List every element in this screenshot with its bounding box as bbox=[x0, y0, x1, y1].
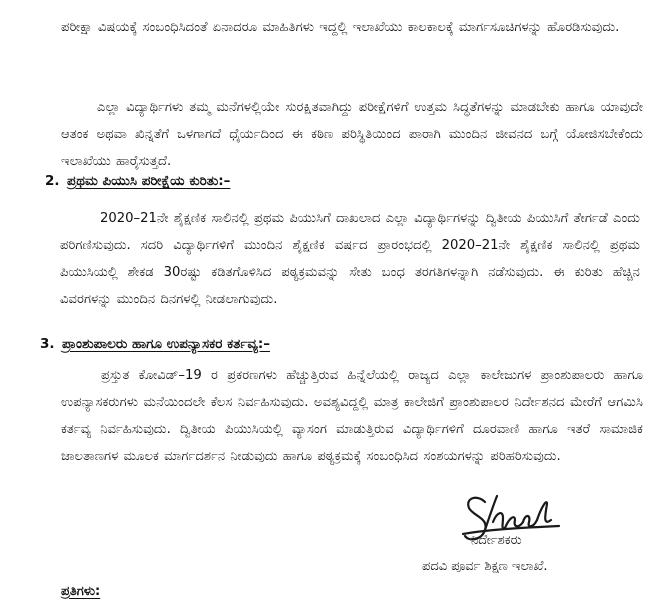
paragraph-students-advice: ಎಲ್ಲಾ ವಿದ್ಯಾರ್ಥಿಗಳು ತಮ್ಮ ಮನೆಗಳಲ್ಲಿಯೇ ಸುರಕ್ಷಿತವಾಗಿದ್ದು ಪರೀಕ್ಷೆಗಳಿಗೆ ಉತ್ತಮ ಸಿದ್ಧತೆಗಳನ್ನು ಮಾಡಬೇಕು ಹಾಗೂ ಯಾವುದೇ ಆತಂಕ ಅಥವಾ ಖಿನ್ನತೆಗೆ ಒಳಗಾಗದೆ ಧೈರ್ಯದಿಂದ ಈ ಕಠಿಣ ಪರಿಸ್ಥಿತಿಯಿಂದ ಪಾರಾಗಿ ಮುಂದಿನ ಜೀವನದ ಬಗ್ಗೆ ಯೋಜಿಸಬೇಕೆಂದು ಇಲಾಖೆಯು ಹಾರೈಸುತ್ತದೆ. bbox=[61, 100, 643, 169]
paragraph-exam-guidelines: ಪರೀಕ್ಷಾ ವಿಷಯಕ್ಕೆ ಸಂಬಂಧಿಸಿದಂತೆ ಏನಾದರೂ ಮಾಹಿತಿಗಳು ಇದ್ದಲ್ಲಿ ಇಲಾಖೆಯು ಕಾಲಕಾಲಕ್ಕೆ ಮಾರ್ಗಸೂಚಿಗಳನ್ನು ಹೊರಡಿಸುವುದು. bbox=[61, 20, 620, 35]
paragraph-principal-duties: ಪ್ರಸ್ತುತ ಕೋವಿಡ್–19 ರ ಪ್ರಕರಣಗಳು ಹೆಚ್ಚುತ್ತಿರುವ ಹಿನ್ನೆಲೆಯಲ್ಲಿ ರಾಜ್ಯದ ಎಲ್ಲಾ ಕಾಲೇಜುಗಳ ಪ್ರಾಂಶುಪಾಲರು ಹಾಗೂ ಉಪನ್ಯಾಸಕರುಗಳು ಮನೆಯಿಂದಲೇ ಕೆಲಸ ನಿರ್ವಹಿಸುವುದು. ಅವಶ್ಯವಿದ್ದಲ್ಲಿ ಮಾತ್ರ ಕಾಲೇಜಿಗೆ ಪ್ರಾಂಶುಪಾಲರ ನಿರ್ದೇಶನದ ಮೇರೆಗೆ ಆಗಮಿಸಿ ಕರ್ತವ್ಯ ನಿರ್ವಹಿಸುವುದು. ದ್ವಿತೀಯ ಪಿಯುಸಿಯಲ್ಲಿ ವ್ಯಾಸಂಗ ಮಾಡುತ್ತಿರುವ ವಿದ್ಯಾರ್ಥಿಗಳಿಗೆ ದೂರವಾಣಿ ಹಾಗೂ ಇತರೆ ಸಾಮಾಜಿಕ ಜಾಲತಾಣಗಳ ಮೂಲಕ ಮಾರ್ಗದರ್ಶನ ನೀಡುವುದು ಹಾಗೂ ಪಠ್ಯಕ್ರಮಕ್ಕೆ ಸಂಬಂಧಿಸಿದ ಸಂಶಯಗಳನ್ನು ಪರಿಹರಿಸುವುದು. bbox=[61, 368, 643, 464]
section-heading-principal-duties bbox=[40, 334, 270, 354]
section-heading-first-puc bbox=[45, 171, 230, 191]
section-number: 2. bbox=[45, 173, 60, 189]
paragraph-first-puc-promotion: 2020–21ನೇ ಶೈಕ್ಷಣಿಕ ಸಾಲಿನಲ್ಲಿ ಪ್ರಥಮ ಪಿಯುಸಿಗೆ ದಾಖಲಾದ ಎಲ್ಲಾ ವಿದ್ಯಾರ್ಥಿಗಳನ್ನು ದ್ವಿತೀಯ ಪಿಯುಸಿಗೆ ತೇರ್ಗಡೆ ಎಂದು ಪರಿಗಣಿಸುವುದು. ಸದರಿ ವಿದ್ಯಾರ್ಥಿಗಳಿಗೆ ಮುಂದಿನ ಶೈಕ್ಷಣಿಕ ವರ್ಷದ ಪ್ರಾರಂಭದಲ್ಲಿ 2020–21ನೇ ಶೈಕ್ಷಣಿಕ ಸಾಲಿನಲ್ಲಿ ಪ್ರಥಮ ಪಿಯುಸಿಯಲ್ಲಿ ಶೇಕಡ 30ರಷ್ಟು ಕಡಿತಗೊಳಿಸಿದ ಪಠ್ಯಕ್ರಮವನ್ನು ಸೇತು ಬಂಧ ತರಗತಿಗಳನ್ನಾಗಿ ನಡೆಸುವುದು. ಈ ಕುರಿತು ಹೆಚ್ಚಿನ ವಿವರಗಳನ್ನು ಮುಂದಿನ ದಿನಗಳಲ್ಲಿ ನೀಡಲಾಗುವುದು. bbox=[60, 211, 640, 307]
department-name: ಪದವಿ ಪೂರ್ವ ಶಿಕ್ಷಣ ಇಲಾಖೆ. bbox=[422, 559, 548, 574]
section-number: 3. bbox=[40, 336, 55, 352]
section-title: ಪ್ರಾಂಶುಪಾಲರು ಹಾಗೂ ಉಪನ್ಯಾಸಕರ ಕರ್ತವ್ಯ:– bbox=[62, 336, 270, 352]
section-title: ಪ್ರಥಮ ಪಿಯುಸಿ ಪರೀಕ್ಷೆಯ ಕುರಿತು:– bbox=[67, 173, 231, 189]
copies-label: ಪ್ರತಿಗಳು: bbox=[61, 584, 101, 599]
signatory-designation: ನಿರ್ದೇಶಕರು bbox=[471, 533, 522, 548]
